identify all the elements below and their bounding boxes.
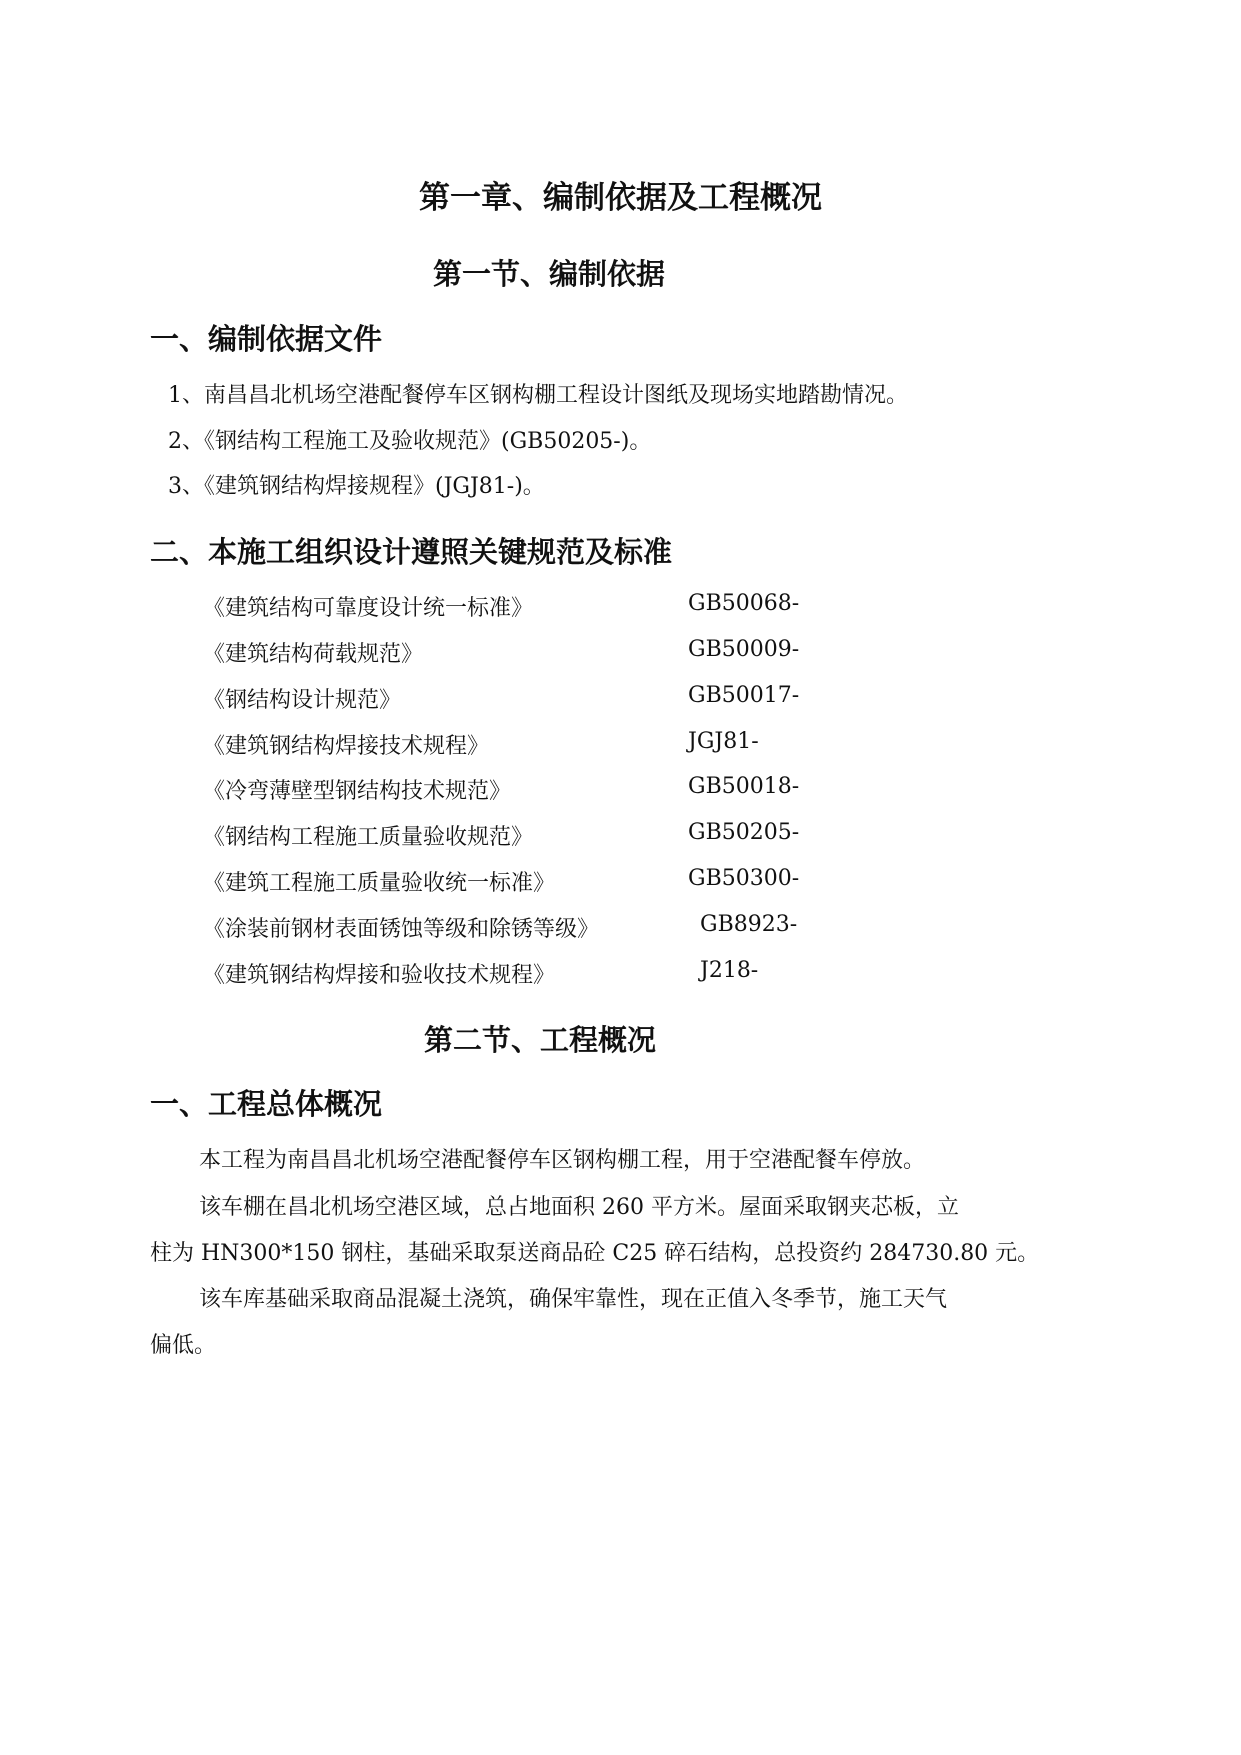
standard-name: 《建筑钢结构焊接和验收技术规程》 — [203, 963, 556, 988]
heading-overall-overview: 一、工程总体概况 — [150, 1087, 383, 1121]
standard-name: 《钢结构工程施工质量验收规范》 — [203, 825, 534, 850]
standard-name: 《建筑钢结构焊接技术规程》 — [203, 734, 490, 759]
standard-name: 《建筑结构可靠度设计统一标准》 — [203, 596, 534, 621]
standard-code: GB8923- — [700, 912, 798, 937]
standard-code: GB50018- — [688, 774, 800, 799]
paragraph-continuation: 偏低。 — [150, 1333, 217, 1358]
paragraph: 本工程为南昌昌北机场空港配餐停车区钢构棚工程，用于空港配餐车停放。 — [199, 1148, 926, 1173]
standard-name: 《冷弯薄壁型钢结构技术规范》 — [203, 779, 512, 804]
standard-code: GB50009- — [688, 637, 800, 662]
standard-name: 《建筑工程施工质量验收统一标准》 — [203, 871, 556, 896]
standard-name: 《钢结构设计规范》 — [203, 688, 402, 713]
standard-code: JGJ81- — [688, 729, 759, 754]
section-title-overview: 第二节、工程概况 — [423, 1023, 656, 1057]
standard-name: 《建筑结构荷载规范》 — [203, 642, 424, 667]
heading-basis-documents: 一、编制依据文件 — [150, 322, 383, 356]
basis-item: 1、南昌昌北机场空港配餐停车区钢构棚工程设计图纸及现场实地踏勘情况。 — [168, 383, 908, 408]
heading-standards: 二、本施工组织设计遵照关键规范及标准 — [150, 535, 673, 569]
paragraph-continuation: 柱为 HN300*150 钢柱，基础采取泵送商品砼 C25 碎石结构，总投资约 284730.80 元。 — [150, 1241, 1040, 1266]
basis-item: 3、《建筑钢结构焊接规程》(JGJ81-)。 — [168, 474, 545, 499]
standard-name: 《涂装前钢材表面锈蚀等级和除锈等级》 — [203, 917, 600, 942]
standard-code: GB50068- — [688, 591, 800, 616]
chapter-title: 第一章、编制依据及工程概况 — [419, 180, 822, 216]
standard-code: GB50300- — [688, 866, 800, 891]
standard-code: GB50205- — [688, 820, 800, 845]
paragraph: 该车库基础采取商品混凝土浇筑，确保牢靠性，现在正值入冬季节，施工天气 — [199, 1287, 948, 1312]
basis-item: 2、《钢结构工程施工及验收规范》(GB50205-)。 — [168, 429, 652, 454]
standard-code: J218- — [700, 958, 759, 983]
standard-code: GB50017- — [688, 683, 800, 708]
paragraph: 该车棚在昌北机场空港区域，总占地面积 260 平方米。屋面采取钢夹芯板，立 — [199, 1195, 959, 1220]
section-title-basis: 第一节、编制依据 — [432, 257, 665, 291]
